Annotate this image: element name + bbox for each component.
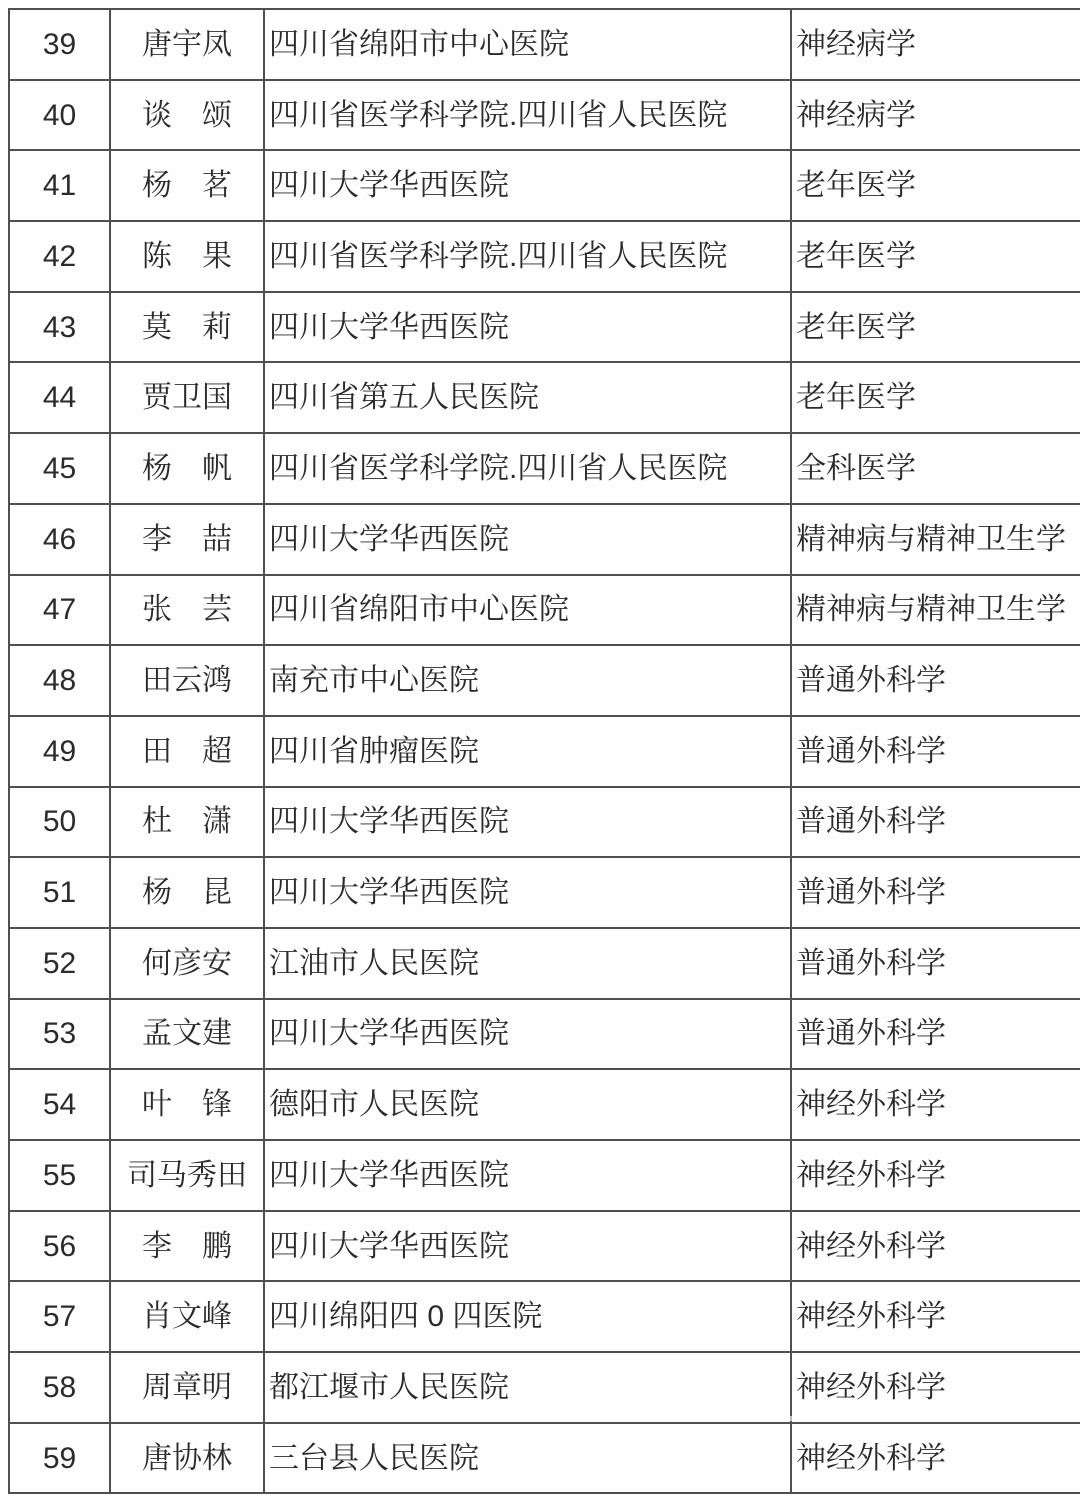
name-cell: 贾卫国 bbox=[110, 362, 264, 433]
name-cell: 司马秀田 bbox=[110, 1140, 264, 1211]
row-number-cell: 59 bbox=[9, 1423, 110, 1494]
specialty-cell: 神经外科学 bbox=[791, 1140, 1080, 1211]
table-row bbox=[9, 433, 1080, 504]
hospital-cell: 四川大学华西医院 bbox=[264, 999, 791, 1070]
hospital-cell: 四川大学华西医院 bbox=[264, 504, 791, 575]
table-row bbox=[9, 1069, 1080, 1140]
table-row bbox=[9, 645, 1080, 716]
name-cell: 莫 莉 bbox=[110, 292, 264, 363]
name-cell: 肖文峰 bbox=[110, 1281, 264, 1352]
hospital-cell: 四川省第五人民医院 bbox=[264, 362, 791, 433]
specialty-cell: 普通外科学 bbox=[791, 716, 1080, 787]
name-cell: 何彦安 bbox=[110, 928, 264, 999]
name-cell: 叶 锋 bbox=[110, 1069, 264, 1140]
roster-table-body bbox=[9, 9, 1080, 1493]
row-number-cell: 40 bbox=[9, 80, 110, 151]
row-number-cell: 46 bbox=[9, 504, 110, 575]
row-number-cell: 44 bbox=[9, 362, 110, 433]
hospital-cell: 江油市人民医院 bbox=[264, 928, 791, 999]
row-number-cell: 52 bbox=[9, 928, 110, 999]
specialty-cell: 普通外科学 bbox=[791, 857, 1080, 928]
specialty-cell: 神经病学 bbox=[791, 9, 1080, 80]
table-row bbox=[9, 9, 1080, 80]
table-row bbox=[9, 857, 1080, 928]
name-cell: 田云鸿 bbox=[110, 645, 264, 716]
hospital-cell: 四川省医学科学院.四川省人民医院 bbox=[264, 221, 791, 292]
hospital-cell: 四川省绵阳市中心医院 bbox=[264, 9, 791, 80]
name-cell: 唐协林 bbox=[110, 1423, 264, 1494]
row-number-cell: 51 bbox=[9, 857, 110, 928]
name-cell: 杜 潇 bbox=[110, 787, 264, 858]
specialty-cell: 神经外科学 bbox=[791, 1423, 1080, 1494]
name-cell: 唐宇凤 bbox=[110, 9, 264, 80]
name-cell: 杨 茗 bbox=[110, 150, 264, 221]
specialty-cell: 全科医学 bbox=[791, 433, 1080, 504]
row-number-cell: 58 bbox=[9, 1352, 110, 1423]
hospital-cell: 四川大学华西医院 bbox=[264, 787, 791, 858]
table-row bbox=[9, 1352, 1080, 1423]
row-number-cell: 49 bbox=[9, 716, 110, 787]
specialty-cell: 精神病与精神卫生学 bbox=[791, 575, 1080, 646]
hospital-cell: 四川省肿瘤医院 bbox=[264, 716, 791, 787]
row-number-cell: 41 bbox=[9, 150, 110, 221]
name-cell: 李 喆 bbox=[110, 504, 264, 575]
name-cell: 杨 帆 bbox=[110, 433, 264, 504]
hospital-cell: 四川大学华西医院 bbox=[264, 1211, 791, 1282]
row-number-cell: 43 bbox=[9, 292, 110, 363]
specialty-cell: 神经外科学 bbox=[791, 1069, 1080, 1140]
table-row bbox=[9, 928, 1080, 999]
table-row bbox=[9, 1211, 1080, 1282]
hospital-cell: 四川省绵阳市中心医院 bbox=[264, 575, 791, 646]
hospital-cell: 四川大学华西医院 bbox=[264, 1140, 791, 1211]
specialty-cell: 老年医学 bbox=[791, 362, 1080, 433]
specialty-cell: 普通外科学 bbox=[791, 645, 1080, 716]
physician-roster-table bbox=[8, 8, 1080, 1494]
specialty-cell: 神经外科学 bbox=[791, 1281, 1080, 1352]
name-cell: 孟文建 bbox=[110, 999, 264, 1070]
specialty-cell: 精神病与精神卫生学 bbox=[791, 504, 1080, 575]
specialty-cell: 普通外科学 bbox=[791, 999, 1080, 1070]
row-number-cell: 54 bbox=[9, 1069, 110, 1140]
table-row bbox=[9, 292, 1080, 363]
row-number-cell: 48 bbox=[9, 645, 110, 716]
name-cell: 杨 昆 bbox=[110, 857, 264, 928]
table-row bbox=[9, 787, 1080, 858]
table-row bbox=[9, 716, 1080, 787]
table-row bbox=[9, 1281, 1080, 1352]
hospital-cell: 南充市中心医院 bbox=[264, 645, 791, 716]
name-cell: 田 超 bbox=[110, 716, 264, 787]
hospital-cell: 四川省医学科学院.四川省人民医院 bbox=[264, 433, 791, 504]
table-row bbox=[9, 150, 1080, 221]
specialty-cell: 神经外科学 bbox=[791, 1352, 1080, 1423]
row-number-cell: 53 bbox=[9, 999, 110, 1070]
specialty-cell: 普通外科学 bbox=[791, 787, 1080, 858]
specialty-cell: 老年医学 bbox=[791, 292, 1080, 363]
hospital-cell: 三台县人民医院 bbox=[264, 1423, 791, 1494]
specialty-cell: 老年医学 bbox=[791, 150, 1080, 221]
hospital-cell: 德阳市人民医院 bbox=[264, 1069, 791, 1140]
hospital-cell: 都江堰市人民医院 bbox=[264, 1352, 791, 1423]
specialty-cell: 神经病学 bbox=[791, 80, 1080, 151]
row-number-cell: 55 bbox=[9, 1140, 110, 1211]
row-number-cell: 39 bbox=[9, 9, 110, 80]
table-row bbox=[9, 1423, 1080, 1494]
row-number-cell: 47 bbox=[9, 575, 110, 646]
row-number-cell: 42 bbox=[9, 221, 110, 292]
name-cell: 周章明 bbox=[110, 1352, 264, 1423]
row-number-cell: 50 bbox=[9, 787, 110, 858]
specialty-cell: 老年医学 bbox=[791, 221, 1080, 292]
name-cell: 陈 果 bbox=[110, 221, 264, 292]
table-row bbox=[9, 221, 1080, 292]
table-row bbox=[9, 504, 1080, 575]
row-number-cell: 56 bbox=[9, 1211, 110, 1282]
specialty-cell: 普通外科学 bbox=[791, 928, 1080, 999]
hospital-cell: 四川大学华西医院 bbox=[264, 292, 791, 363]
table-row bbox=[9, 999, 1080, 1070]
name-cell: 谈 颂 bbox=[110, 80, 264, 151]
hospital-cell: 四川大学华西医院 bbox=[264, 150, 791, 221]
table-row bbox=[9, 80, 1080, 151]
row-number-cell: 57 bbox=[9, 1281, 110, 1352]
hospital-cell: 四川大学华西医院 bbox=[264, 857, 791, 928]
hospital-cell: 四川绵阳四 0 四医院 bbox=[264, 1281, 791, 1352]
table-row bbox=[9, 575, 1080, 646]
hospital-cell: 四川省医学科学院.四川省人民医院 bbox=[264, 80, 791, 151]
specialty-cell: 神经外科学 bbox=[791, 1211, 1080, 1282]
table-row bbox=[9, 362, 1080, 433]
name-cell: 张 芸 bbox=[110, 575, 264, 646]
table-row bbox=[9, 1140, 1080, 1211]
name-cell: 李 鹏 bbox=[110, 1211, 264, 1282]
row-number-cell: 45 bbox=[9, 433, 110, 504]
